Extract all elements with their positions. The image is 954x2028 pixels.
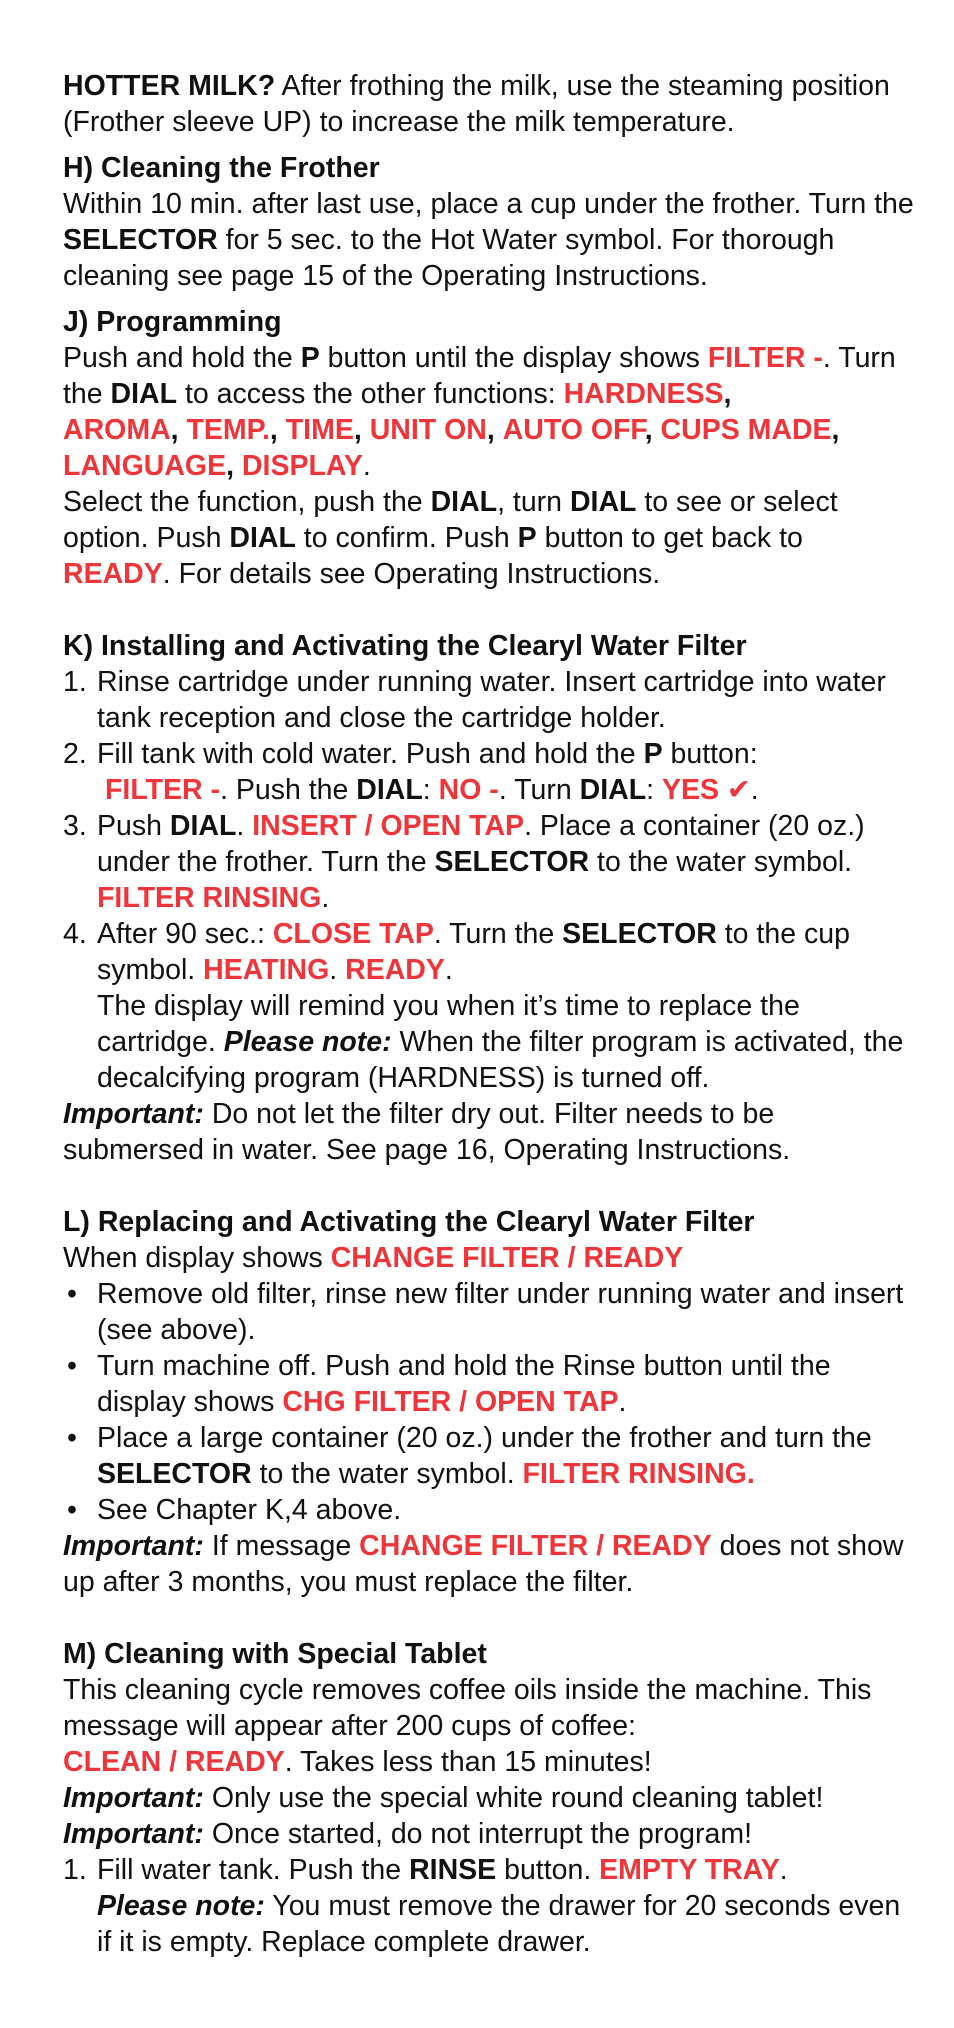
section-m-important-2: Important: Once started, do not interrupt the program! [63, 1818, 753, 1850]
section-j-title: J) Programming [63, 306, 282, 338]
list-item: 2. Fill tank with cold water. Push and hold the P button: FILTER -. Push the DIAL: NO -. Turn DIAL: YES ✔. [63, 738, 759, 806]
section-k-important: Important: Do not let the filter dry out. Filter needs to be submersed in water. See page 16, Operating Instructions. [63, 1098, 791, 1166]
section-h [63, 150, 914, 294]
section-m [63, 1636, 914, 1960]
section-j [63, 304, 914, 592]
section-l-title: L) Replacing and Activating the Clearyl Water Filter [63, 1206, 755, 1238]
list-item: • See Chapter K,4 above. [67, 1494, 402, 1526]
section-k-title: K) Installing and Activating the Clearyl Water Filter [63, 630, 747, 662]
hotter-milk-title: HOTTER MILK? [63, 70, 276, 102]
section-m-text: This cleaning cycle removes coffee oils inside the machine. This message will appear after 200 cups of coffee: CLEAN / READY. Takes less than 15 minutes! [63, 1674, 872, 1778]
section-l-text: When display shows CHANGE FILTER / READY [63, 1242, 684, 1274]
list-item: 1. Fill water tank. Push the RINSE button. EMPTY TRAY. Please note: You must remove the drawer for 20 seconds even if it is empty. Replace complete drawer. [63, 1854, 901, 1958]
section-j-text-1: Push and hold the P button until the display shows FILTER -. Turn the DIAL to access the other functions: HARDNESS, AROMA, TEMP., TIME, UNIT ON, AUTO OFF, CUPS MADE, LANGUAGE, DISPLAY. [63, 342, 896, 482]
section-l [63, 1204, 914, 1600]
section-m-important-1: Important: Only use the special white round cleaning tablet! [63, 1782, 824, 1814]
list-item: 4. After 90 sec.: CLOSE TAP. Turn the SELECTOR to the cup symbol. HEATING. READY. The display will remind you when it’s time to replace the cartridge. Please note: When the filter program is activated, the decalcifying program (HARDNESS) is turned off. [63, 918, 904, 1094]
section-h-text: Within 10 min. after last use, place a cup under the frother. Turn the SELECTOR for 5 sec. to the Hot Water symbol. For thorough cleaning see page 15 of the Operating Instructions. [63, 188, 914, 292]
list-item: • Turn machine off. Push and hold the Rinse button until the display shows CHG FILTER / OPEN TAP. [67, 1350, 831, 1418]
list-item: • Place a large container (20 oz.) under the frother and turn the SELECTOR to the water symbol. FILTER RINSING. [67, 1422, 872, 1490]
section-j-text-2: Select the function, push the DIAL, turn DIAL to see or select option. Push DIAL to confirm. Push P button to get back to READY. For details see Operating Instructions. [63, 486, 838, 590]
list-item: 3. Push DIAL. INSERT / OPEN TAP. Place a container (20 oz.) under the frother. Turn the SELECTOR to the water symbol. FILTER RINSING. [63, 810, 865, 914]
list-item: • Remove old filter, rinse new filter under running water and insert (see above). [67, 1278, 904, 1346]
list-item: 1. Rinse cartridge under running water. Insert cartridge into water tank reception and close the cartridge holder. [63, 666, 886, 734]
section-m-title: M) Cleaning with Special Tablet [63, 1638, 487, 1670]
hotter-milk-paragraph: HOTTER MILK? After frothing the milk, use the steaming position (Frother sleeve UP) to increase the milk temperature. [63, 70, 890, 138]
section-k [63, 628, 914, 1168]
section-l-important: Important: If message CHANGE FILTER / READY does not show up after 3 months, you must replace the filter. [63, 1530, 904, 1598]
section-h-title: H) Cleaning the Frother [63, 152, 380, 184]
